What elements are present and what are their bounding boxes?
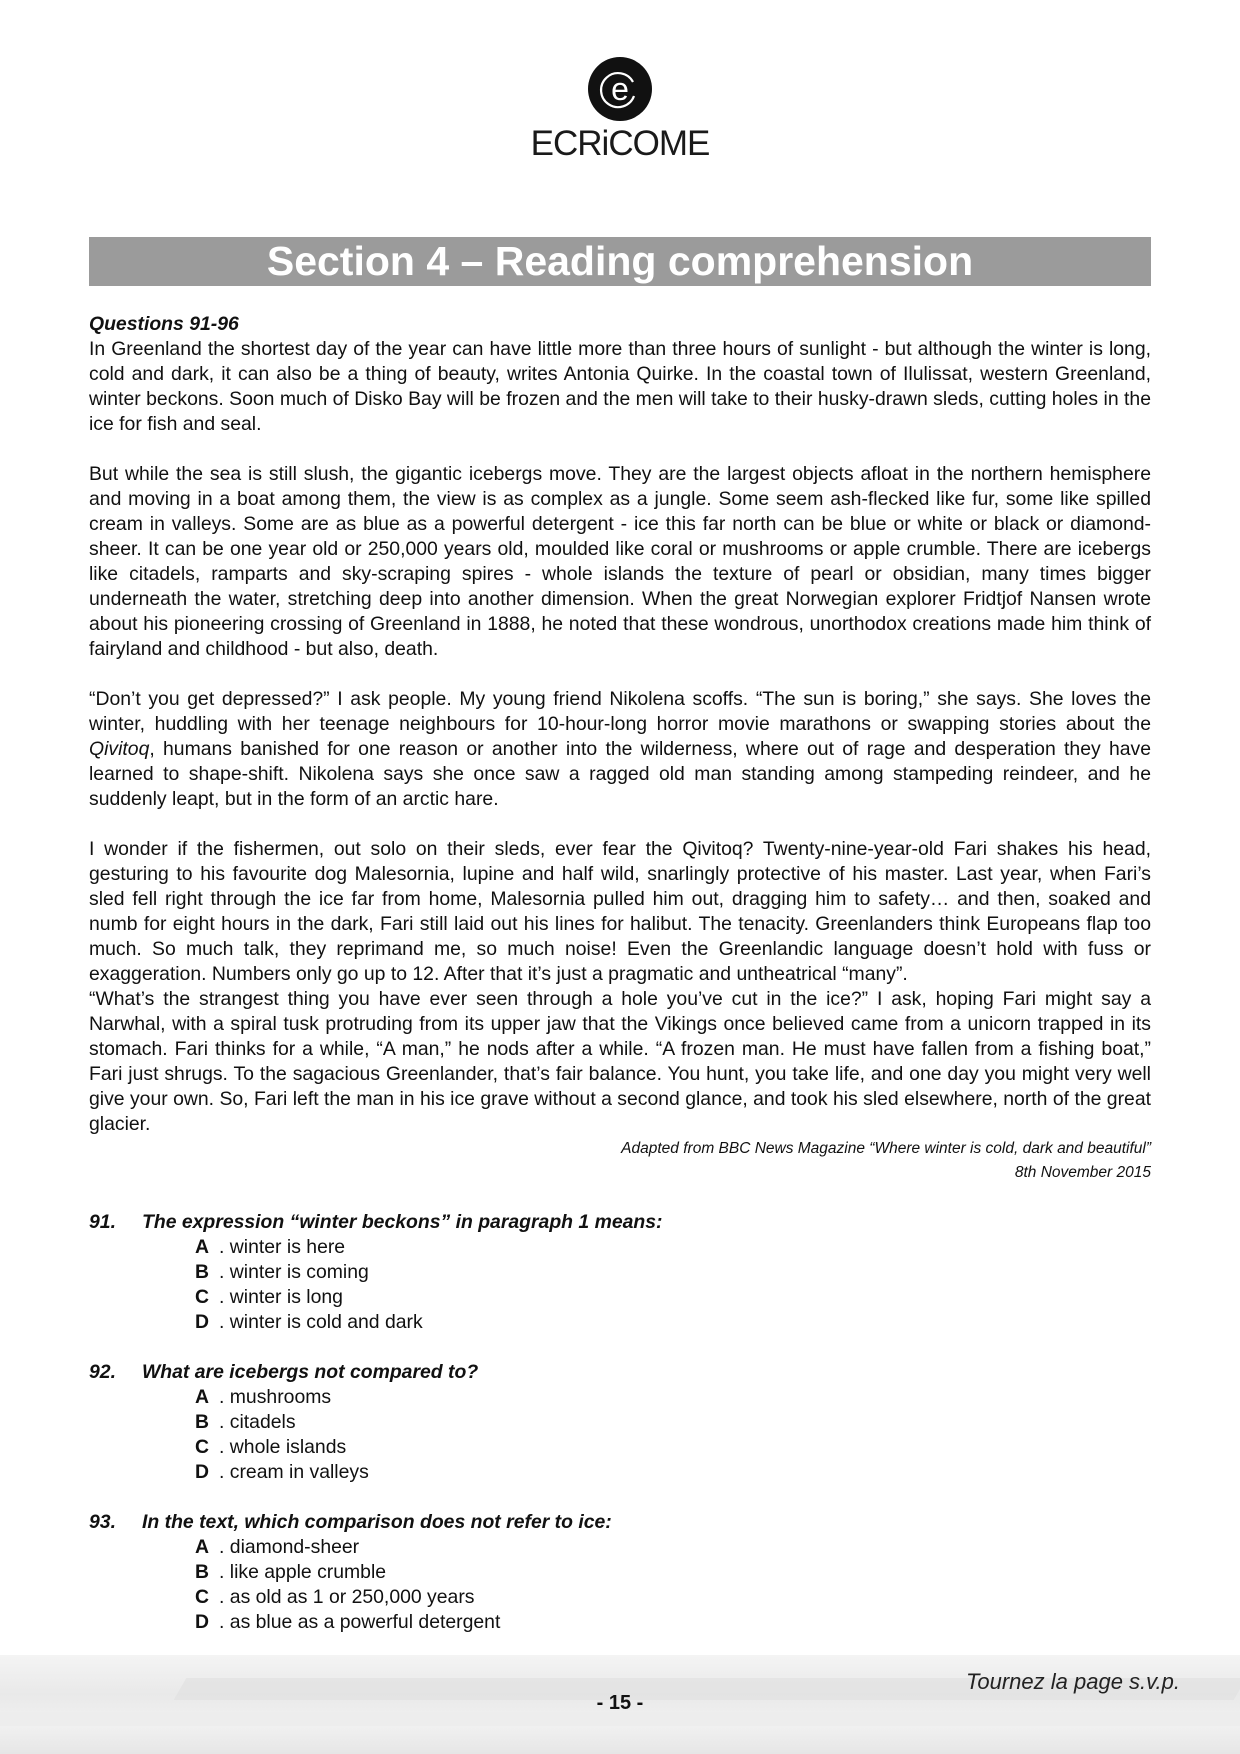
option-text: as old as 1 or 250,000 years xyxy=(229,1586,475,1608)
option-letter: A xyxy=(195,1386,210,1408)
option-text: whole islands xyxy=(229,1436,347,1458)
option-letter: C xyxy=(195,1436,210,1458)
option-text: like apple crumble xyxy=(229,1561,387,1583)
option-letter: D xyxy=(195,1311,210,1333)
answer-option[interactable]: D . as blue as a powerful detergent xyxy=(195,1611,501,1633)
option-text: diamond-sheer xyxy=(229,1536,360,1558)
passage-paragraph: “What’s the strangest thing you have ever seen through a hole you’ve cut in the ice?” I ask, hoping Fari might say a Narwhal, with a spiral tusk protruding from its upper jaw that the Vikings once believed came from a unicorn trapped in its stomach. Fari thinks for a while, “A man,” he nods after a while. “A frozen man. He must have fallen from a fishing boat,” Fari just shrugs. To the sagacious Greenlander, that’s fair balance. You hunt, you take life, and one day you might very well give your own. So, Fari left the man in his ice grave without a second glance, and took his sled elsewhere, north of the great glacier. xyxy=(89,988,1151,1135)
answer-option[interactable]: B . like apple crumble xyxy=(195,1561,387,1583)
source-date: 8th November 2015 xyxy=(1014,1164,1151,1181)
option-text: cream in valleys xyxy=(229,1461,369,1483)
reading-passage xyxy=(89,312,1151,1185)
question-91 xyxy=(89,1210,1151,1335)
question-list xyxy=(89,1210,1151,1660)
option-letter: B xyxy=(195,1261,210,1283)
answer-option[interactable]: A . diamond-sheer xyxy=(195,1536,360,1558)
source-title: Adapted from BBC News Magazine “Where winter is cold, dark and beautiful” xyxy=(621,1140,1151,1157)
option-text: citadels xyxy=(229,1411,296,1433)
ecricome-logo xyxy=(0,56,1240,164)
answer-option[interactable]: D . cream in valleys xyxy=(195,1461,369,1483)
option-letter: C xyxy=(195,1286,210,1308)
question-number: 93. xyxy=(89,1511,116,1533)
passage-paragraph: In Greenland the shortest day of the year can have little more than three hours of sunlight - but although the winter is long, cold and dark, it can also be a thing of beauty, writes Antonia Quirke. In the coastal town of Ilulissat, western Greenland, winter beckons. Soon much of Disko Bay will be frozen and the men will take to their husky-drawn sleds, cutting holes in the ice for fish and seal. xyxy=(89,338,1151,435)
answer-option[interactable]: C . winter is long xyxy=(195,1286,343,1308)
option-text: winter is coming xyxy=(229,1261,369,1283)
answer-option[interactable]: C . whole islands xyxy=(195,1436,347,1458)
option-letter: B xyxy=(195,1561,210,1583)
passage-paragraph: “Don’t you get depressed?” I ask people. My young friend Nikolena scoffs. “The sun is boring,” she says. She loves the winter, huddling with her teenage neighbours for 10-hour-long horror movie marathons or swapping stories about the Qivitoq, humans banished for one reason or another into the wilderness, where out of rage and desperation they have learned to shape-shift. Nikolena says she once saw a ragged old man standing among stampeding reindeer, and he suddenly leapt, but in the form of an arctic hare. xyxy=(89,688,1151,810)
ecricome-wordmark: ECRiCOME xyxy=(530,124,710,163)
questions-heading: Questions 91-96 xyxy=(89,313,239,335)
turn-page-note: Tournez la page s.v.p. xyxy=(965,1669,1180,1694)
option-letter: A xyxy=(195,1236,210,1258)
option-text: winter is here xyxy=(229,1236,346,1258)
passage-paragraph: But while the sea is still slush, the gigantic icebergs move. They are the largest objects afloat in the northern hemisphere and moving in a boat among them, the view is as complex as a jungle. Some seem ash-flecked like fur, some like spilled cream in valleys. Some are as blue as a powerful detergent - ice this far north can be blue or white or black or diamond-sheer. It can be one year old or 250,000 years old, moulded like coral or mushrooms or apple crumble. There are icebergs like citadels, ramparts and sky-scraping spires - whole islands the texture of pearl or obsidian, many times bigger underneath the water, stretching deep into another dimension. When the great Norwegian explorer Fridtjof Nansen wrote about his pioneering crossing of Greenland in 1888, he noted that these wondrous, unorthodox creations made him think of fairyland and childhood - but also, death. xyxy=(89,463,1151,660)
option-text: mushrooms xyxy=(229,1386,332,1408)
question-number: 91. xyxy=(89,1211,116,1233)
ecricome-logo-icon xyxy=(587,56,653,122)
source-citation xyxy=(89,1137,1151,1185)
svg-text:e: e xyxy=(611,71,629,107)
option-letter: B xyxy=(195,1411,210,1433)
option-letter: C xyxy=(195,1586,210,1608)
answer-option[interactable]: A . mushrooms xyxy=(195,1386,332,1408)
question-text: In the text, which comparison does not refer to ice: xyxy=(142,1511,612,1533)
question-93 xyxy=(89,1510,1151,1635)
question-number: 92. xyxy=(89,1361,116,1383)
option-text: winter is cold and dark xyxy=(229,1311,423,1333)
answer-option[interactable]: D . winter is cold and dark xyxy=(195,1311,423,1333)
option-text: winter is long xyxy=(229,1286,343,1308)
option-letter: A xyxy=(195,1536,210,1558)
passage-paragraph: I wonder if the fishermen, out solo on their sleds, ever fear the Qivitoq? Twenty-nine-year-old Fari shakes his head, gesturing to his favourite dog Malesornia, lupine and half wild, snarlingly protective of his master. Last year, when Fari’s sled fell right through the ice far from home, Malesornia pulled him out, dragging him to safety… and then, soaked and numb for eight hours in the dark, Fari still laid out his lines for halibut. The tenacity. Greenlanders think Europeans flap too much. So much talk, they reprimand me, so much noise! Even the Greenlandic language doesn’t hold with fuss or exaggeration. Numbers only go up to 12. After that it’s just a pragmatic and untheatrical “many”. xyxy=(89,838,1151,985)
answer-option[interactable]: B . citadels xyxy=(195,1411,296,1433)
answer-option[interactable]: C . as old as 1 or 250,000 years xyxy=(195,1586,475,1608)
section-title: Section 4 – Reading comprehension xyxy=(89,237,1151,286)
question-text: What are icebergs not compared to? xyxy=(142,1361,479,1383)
answer-option[interactable]: A . winter is here xyxy=(195,1236,346,1258)
answer-option[interactable]: B . winter is coming xyxy=(195,1261,369,1283)
option-letter: D xyxy=(195,1461,210,1483)
page-number: - 15 - xyxy=(596,1692,644,1714)
option-text: as blue as a powerful detergent xyxy=(229,1611,501,1633)
question-92 xyxy=(89,1360,1151,1485)
question-text: The expression “winter beckons” in paragraph 1 means: xyxy=(142,1211,663,1233)
option-letter: D xyxy=(195,1611,210,1633)
